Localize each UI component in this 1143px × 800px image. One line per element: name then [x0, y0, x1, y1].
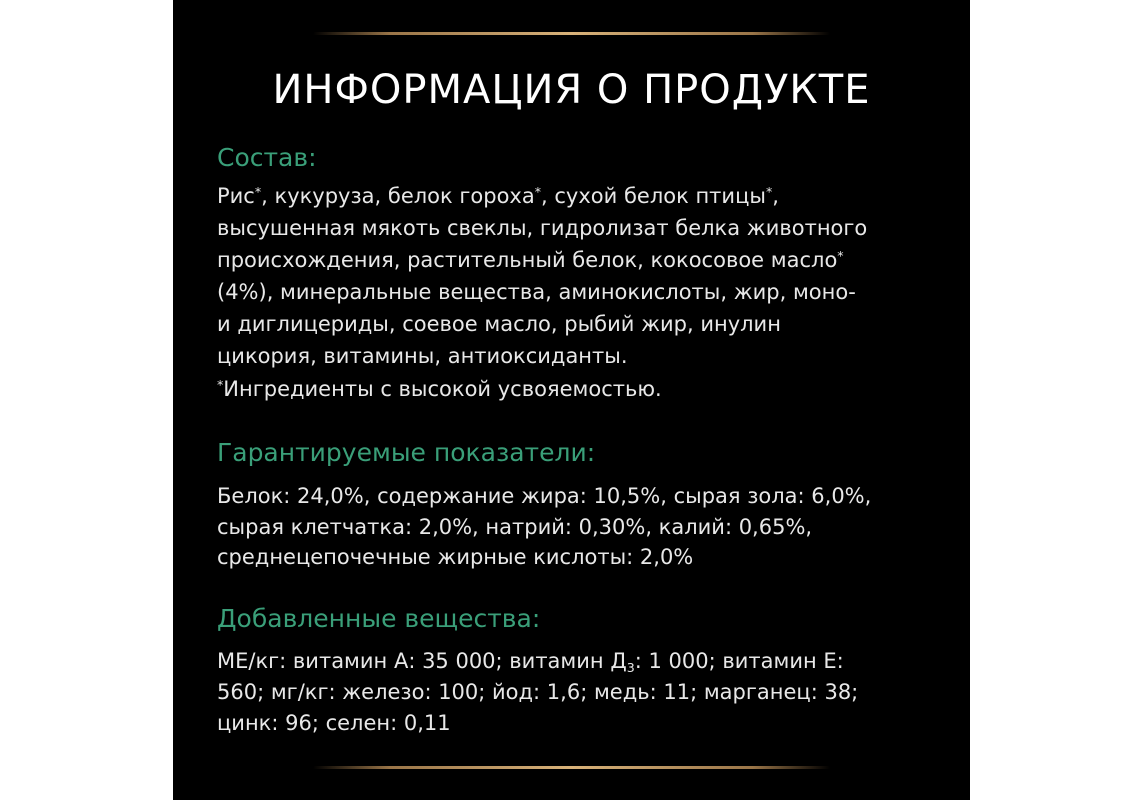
composition-line-3	[217, 245, 844, 275]
asterisk-mark: *	[837, 248, 844, 264]
footnote-text: Ингредиенты с высокой усвояемостью.	[223, 377, 662, 401]
composition-text: Рис	[217, 184, 255, 208]
additives-heading: Добавленные вещества:	[217, 604, 541, 633]
asterisk-mark: *	[534, 184, 542, 200]
top-divider	[313, 32, 830, 35]
product-info-card	[173, 0, 970, 800]
composition-line-1	[217, 181, 779, 211]
additives-line-1	[217, 646, 844, 676]
composition-text: происхождения, растительный белок, кокосовое масло	[217, 248, 838, 272]
composition-line-6: цикория, витамины, антиоксиданты.	[217, 344, 628, 368]
guaranteed-line-3: среднецепочечные жирные кислоты: 2,0%	[217, 545, 694, 569]
additives-text: : 1 000; витамин Е:	[634, 649, 844, 673]
composition-text: , кукуруза, белок гороха	[261, 184, 535, 208]
bottom-divider	[313, 766, 830, 769]
composition-line-5: и диглицериды, соевое масло, рыбий жир, инулин	[217, 312, 781, 336]
composition-text: ,	[772, 184, 779, 208]
asterisk-mark: *	[254, 184, 262, 200]
composition-footnote	[217, 374, 662, 404]
page-title: ИНФОРМАЦИЯ О ПРОДУКТЕ	[272, 67, 871, 113]
composition-text: , сухой белок птицы	[541, 184, 766, 208]
composition-line-4: (4%), минеральные вещества, аминокислоты, жир, моно-	[217, 280, 856, 304]
additives-text: МЕ/кг: витамин А: 35 000; витамин Д	[217, 649, 627, 673]
subscript-mark: 3	[626, 659, 635, 675]
guaranteed-heading: Гарантируемые показатели:	[217, 438, 596, 467]
composition-heading: Состав:	[217, 143, 317, 172]
guaranteed-line-1: Белок: 24,0%, содержание жира: 10,5%, сырая зола: 6,0%,	[217, 484, 872, 508]
additives-line-2: 560; мг/кг: железо: 100; йод: 1,6; медь: 11; марганец: 38;	[217, 680, 859, 704]
guaranteed-line-2: сырая клетчатка: 2,0%, натрий: 0,30%, калий: 0,65%,	[217, 515, 813, 539]
asterisk-mark: *	[765, 184, 773, 200]
composition-line-2: высушенная мякоть свеклы, гидролизат белка животного	[217, 216, 868, 240]
additives-line-3: цинк: 96; селен: 0,11	[217, 711, 451, 735]
asterisk-mark: *	[217, 377, 224, 393]
